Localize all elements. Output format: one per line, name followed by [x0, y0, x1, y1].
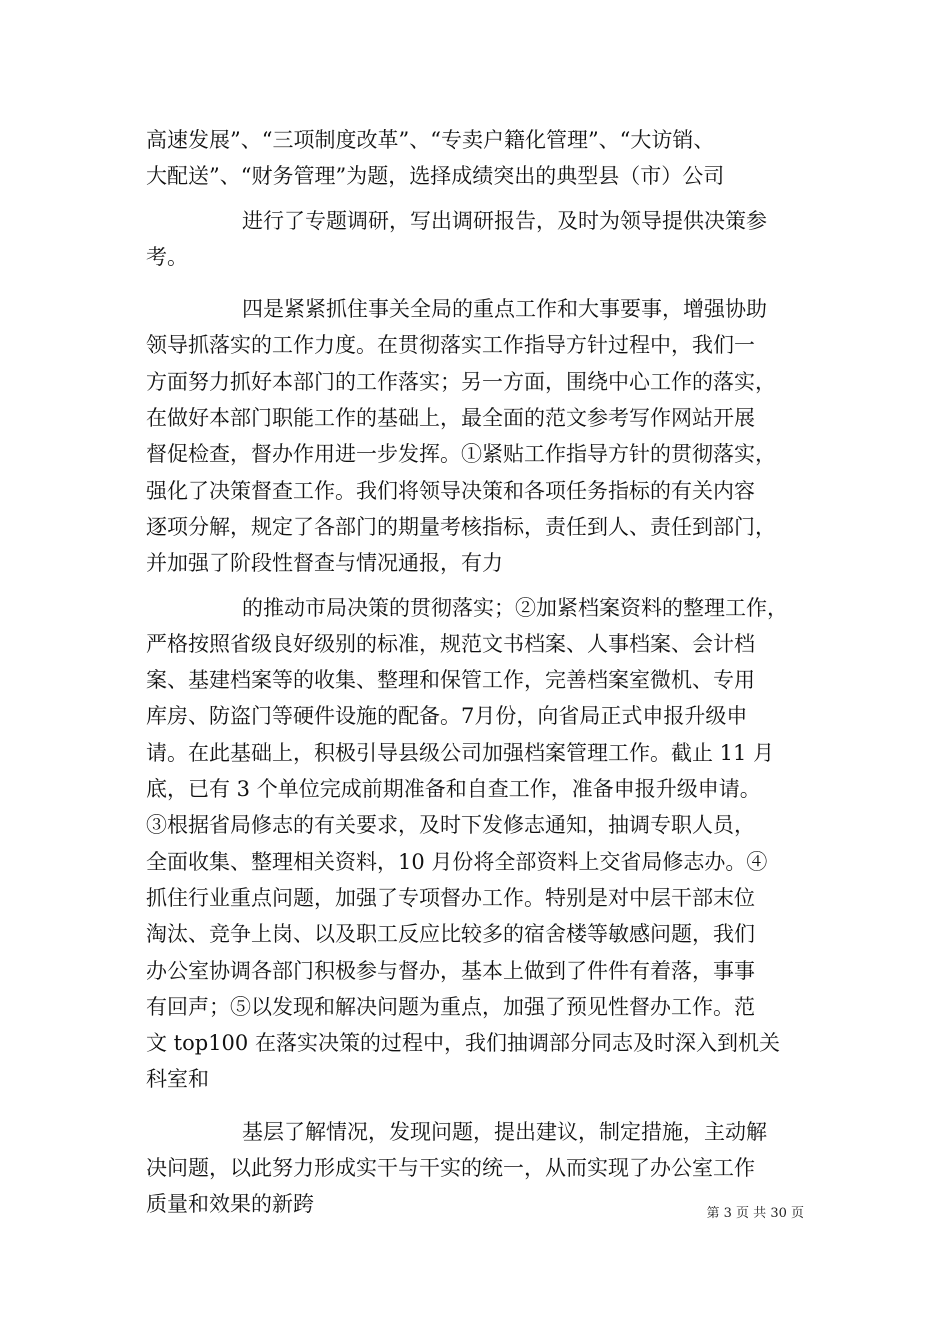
page-number-footer: 第 3 页 共 30 页	[706, 1206, 804, 1221]
text-line: 强化了决策督查工作。我们将领导决策和各项任务指标的有关内容	[146, 478, 755, 503]
text-line: 请。在此基础上，积极引导县级公司加强档案管理工作。截止 11 月	[146, 740, 775, 765]
text-line: 严格按照省级良好级别的标准，规范文书档案、人事档案、会计档	[146, 631, 755, 656]
text-line: 库房、防盗门等硬件设施的配备。7月份，向省局正式申报升级申	[146, 704, 748, 729]
text-line: 基层了解情况，发现问题，提出建议，制定措施，主动解	[242, 1119, 767, 1144]
text-line: 抓住行业重点问题，加强了专项督办工作。特别是对中层干部末位	[146, 885, 755, 910]
text-line: 领导抓落实的工作力度。在贯彻落实工作指导方针过程中，我们一	[146, 333, 755, 358]
text-line: 的推动市局决策的贯彻落实；②加紧档案资料的整理工作，	[242, 595, 788, 620]
text-line: 决问题，以此努力形成实干与干实的统一，从而实现了办公室工作	[146, 1156, 755, 1181]
text-line: 案、基建档案等的收集、整理和保管工作，完善档案室微机、专用	[146, 668, 755, 693]
text-line: 进行了专题调研，写出调研报告，及时为领导提供决策参	[242, 208, 767, 233]
body-text	[146, 122, 826, 1223]
text-line: 高速发展”、“三项制度改革”、“专卖户籍化管理”、“大访销、	[146, 128, 715, 152]
text-line: 方面努力抓好本部门的工作落实；另一方面，围绕中心工作的落实，	[146, 369, 776, 394]
text-line: 质量和效果的新跨	[146, 1192, 314, 1217]
text-line: 淘汰、竞争上岗、以及职工反应比较多的宿舍楼等敏感问题，我们	[146, 922, 755, 947]
text-line: 科室和	[146, 1067, 209, 1092]
text-line: 有回声；⑤以发现和解决问题为重点，加强了预见性督办工作。范	[146, 994, 755, 1019]
text-line: 考。	[146, 244, 188, 269]
text-line: ③根据省局修志的有关要求，及时下发修志通知，抽调专职人员，	[146, 813, 755, 838]
text-line: 办公室协调各部门积极参与督办，基本上做到了件件有着落，事事	[146, 958, 755, 983]
text-line: 督促检查，督办作用进一步发挥。①紧贴工作指导方针的贯彻落实，	[146, 442, 776, 467]
text-line: 大配送”、“财务管理”为题，选择成绩突出的典型县（市）公司	[146, 164, 725, 189]
text-line: 文 top100 在落实决策的过程中，我们抽调部分同志及时深入到机关	[146, 1031, 780, 1056]
text-line: 并加强了阶段性督查与情况通报，有力	[146, 551, 503, 576]
text-line: 逐项分解，规定了各部门的期量考核指标，责任到人、责任到部门，	[146, 514, 776, 539]
text-line: 底，已有 3 个单位完成前期准备和自查工作，准备申报升级申请。	[146, 777, 761, 802]
text-line: 在做好本部门职能工作的基础上，最全面的范文参考写作网站开展	[146, 406, 755, 431]
text-line: 四是紧紧抓住事关全局的重点工作和大事要事，增强协助	[242, 297, 767, 322]
text-line: 全面收集、整理相关资料，10 月份将全部资料上交省局修志办。④	[146, 849, 768, 874]
